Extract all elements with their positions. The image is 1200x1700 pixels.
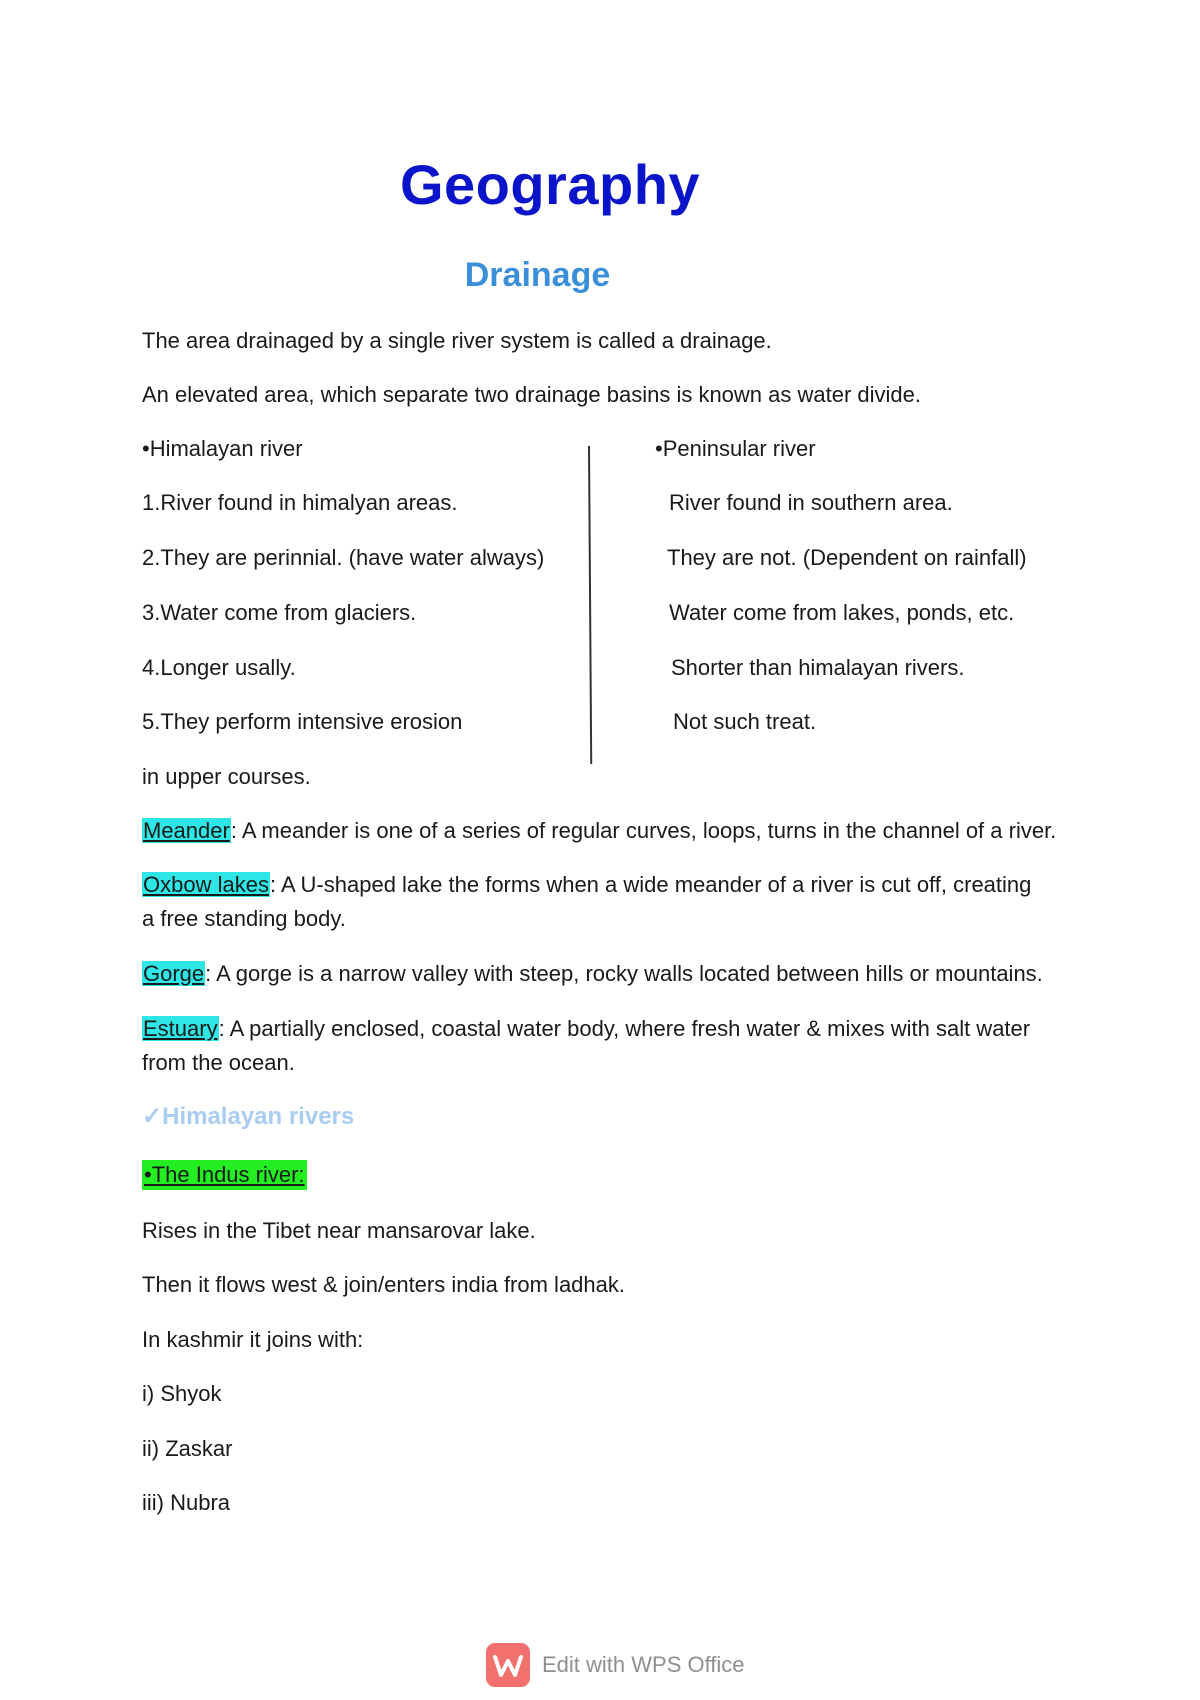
definition-term: Oxbow lakes (143, 872, 269, 897)
right-column-heading: •Peninsular river (655, 436, 816, 461)
document-title: Geography (399, 153, 701, 216)
body-line-3: In kashmir it joins with: (142, 1327, 364, 1352)
left-item-3: 3.Water come from glaciers. (142, 600, 417, 625)
definition-text: : A gorge is a narrow valley with steep, rocky walls located between hills or mountains. (205, 961, 1043, 986)
watermark-text: Edit with WPS Office (542, 1652, 745, 1677)
definition-oxbow-lakes (142, 868, 1047, 936)
body-line-2: Then it flows west & join/enters india from ladhak. (142, 1272, 626, 1297)
wps-office-logo-icon (486, 1643, 530, 1687)
definition-text: : A meander is one of a series of regular curves, loops, turns in the channel of a river. (230, 818, 1057, 843)
definition-term: Meander (143, 818, 230, 843)
document-subtitle: Drainage (464, 256, 611, 294)
right-item-1: River found in southern area. (669, 490, 953, 515)
subsection-heading-indus: •The Indus river: (142, 1160, 307, 1190)
definition-estuary (142, 1012, 1047, 1080)
right-item-5: Not such treat. (673, 709, 817, 734)
left-column-heading: •Himalayan river (142, 436, 303, 461)
tributary-item: i) Shyok (142, 1381, 222, 1406)
definition-meander (142, 814, 1092, 848)
intro-line-2: An elevated area, which separate two drainage basins is known as water divide. (142, 382, 922, 407)
definition-term: Gorge (143, 961, 205, 986)
wps-watermark[interactable] (486, 1640, 745, 1690)
left-item-5-continuation: in upper courses. (142, 764, 311, 789)
tributary-item: iii) Nubra (142, 1490, 231, 1515)
definition-gorge (142, 957, 1092, 991)
definition-text: : A U-shaped lake the forms when a wide meander of a river is cut off, creating a free standing body. (142, 872, 1032, 931)
right-item-2: They are not. (Dependent on rainfall) (667, 545, 1027, 570)
body-line-1: Rises in the Tibet near mansarovar lake. (142, 1218, 536, 1243)
left-item-1: 1.River found in himalyan areas. (142, 490, 458, 515)
definition-text: : A partially enclosed, coastal water body, where fresh water & mixes with salt water from the ocean. (142, 1016, 1031, 1075)
right-item-3: Water come from lakes, ponds, etc. (669, 600, 1015, 625)
left-item-2: 2.They are perinnial. (have water always) (142, 545, 545, 570)
section-heading-himalayan-rivers: ✓Himalayan rivers (142, 1103, 355, 1130)
left-item-5: 5.They perform intensive erosion (142, 709, 463, 734)
tributary-item: ii) Zaskar (142, 1436, 233, 1461)
column-divider (588, 446, 592, 764)
intro-line-1: The area drainaged by a single river system is called a drainage. (142, 328, 772, 353)
left-item-4: 4.Longer usally. (142, 655, 296, 680)
definition-term: Estuary (143, 1016, 218, 1041)
right-item-4: Shorter than himalayan rivers. (671, 655, 965, 680)
